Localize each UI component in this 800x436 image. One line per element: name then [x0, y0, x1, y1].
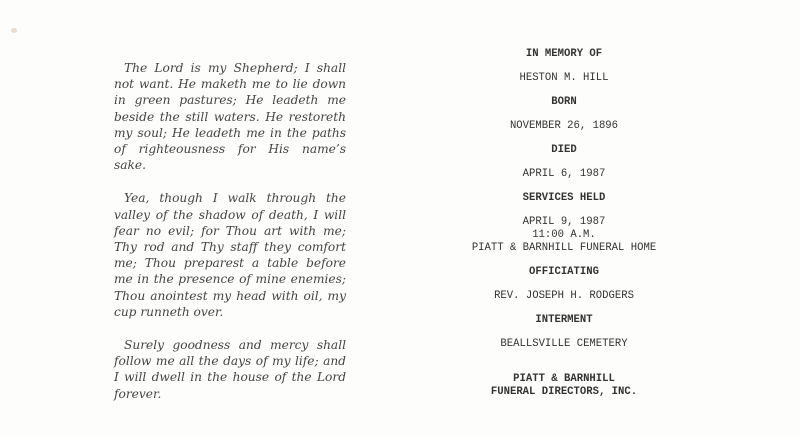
officiating-label: OFFICIATING — [529, 266, 599, 278]
memorial-heading: IN MEMORY OF — [525, 48, 603, 60]
born-label: BORN — [551, 96, 577, 108]
funeral-directors-line1: PIATT & BARNHILL — [513, 373, 615, 385]
services-date: APRIL 9, 1987 — [522, 216, 606, 228]
memorial-details — [414, 48, 714, 399]
died-label: DIED — [551, 144, 577, 156]
psalm-paragraph: Surely goodness and mercy shall follow me all the days of my life; and I will dwell in the house of the Lord forever. — [114, 338, 346, 401]
cemetery-name: BEALLSVILLE CEMETERY — [500, 338, 628, 350]
interment-label: INTERMENT — [535, 314, 593, 326]
psalm-23-text — [114, 60, 346, 419]
deceased-name: HESTON M. HILL — [519, 72, 609, 84]
services-place: PIATT & BARNHILL FUNERAL HOME — [471, 242, 657, 254]
services-time: 11:00 A.M. — [532, 229, 596, 241]
funeral-directors-line2: FUNERAL DIRECTORS, INC. — [490, 386, 638, 398]
services-label: SERVICES HELD — [522, 192, 606, 204]
born-date: NOVEMBER 26, 1896 — [509, 120, 619, 132]
died-date: APRIL 6, 1987 — [522, 168, 606, 180]
psalm-paragraph: Yea, though I walk through the valley of the shadow of death, I will fear no evil; for Thou art with me; Thy rod and Thy staff they comfort me; Thou preparest a table before me in the presence of mine enemies; Thou anointest my head with oil, my cup runneth over. — [114, 191, 346, 319]
paper-speck — [11, 28, 17, 33]
psalm-paragraph: The Lord is my Shepherd; I shall not want. He maketh me to lie down in green pastures; He leadeth me beside the still waters. He restoreth my soul; He leadeth me in the paths of righteousness for His name’s sake. — [114, 61, 346, 173]
officiant-name: REV. JOSEPH H. RODGERS — [494, 290, 634, 302]
